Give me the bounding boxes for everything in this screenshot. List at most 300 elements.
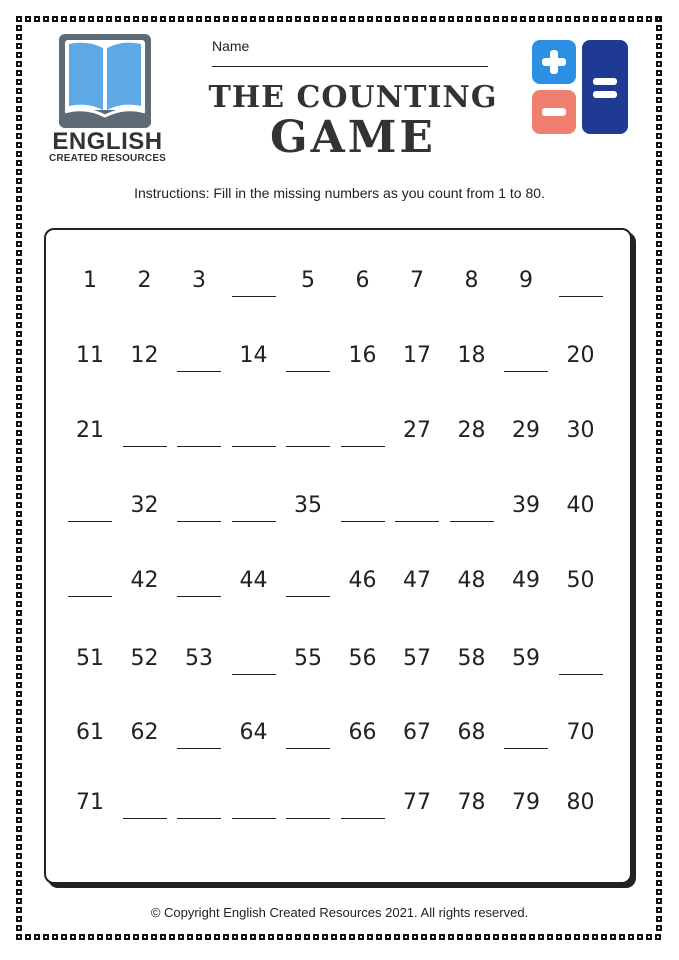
border-square (656, 358, 662, 364)
border-square (178, 934, 184, 940)
border-square (16, 295, 22, 301)
border-square (223, 16, 229, 22)
answer-blank[interactable] (286, 596, 330, 597)
border-square (16, 934, 22, 940)
name-field[interactable] (212, 66, 488, 67)
border-square (16, 151, 22, 157)
border-square (656, 151, 662, 157)
border-square (16, 889, 22, 895)
answer-blank[interactable] (341, 446, 385, 447)
border-square (574, 16, 580, 22)
border-square (16, 628, 22, 634)
border-square (421, 16, 427, 22)
border-square (457, 16, 463, 22)
answer-blank[interactable] (286, 446, 330, 447)
border-square (205, 16, 211, 22)
border-square (196, 16, 202, 22)
border-square (656, 25, 662, 31)
border-square (214, 16, 220, 22)
grid-number: 56 (348, 646, 377, 671)
border-left (16, 16, 22, 934)
border-square (646, 16, 652, 22)
grid-number: 58 (457, 646, 486, 671)
border-square (656, 16, 662, 22)
border-square (656, 844, 662, 850)
border-square (16, 601, 22, 607)
border-square (34, 934, 40, 940)
border-square (16, 439, 22, 445)
border-square (16, 385, 22, 391)
border-square (160, 16, 166, 22)
answer-blank[interactable] (341, 818, 385, 819)
border-square (656, 313, 662, 319)
answer-blank[interactable] (177, 521, 221, 522)
border-square (656, 583, 662, 589)
border-square (241, 934, 247, 940)
copyright-footer: © Copyright English Created Resources 2021. All rights reserved. (150, 905, 529, 920)
instructions: Instructions: Fill in the missing numbers as you count from 1 to 80. (134, 185, 545, 201)
border-square (16, 745, 22, 751)
border-square (70, 934, 76, 940)
border-square (656, 304, 662, 310)
border-square (241, 16, 247, 22)
border-square (16, 304, 22, 310)
border-square (502, 16, 508, 22)
border-square (16, 70, 22, 76)
border-square (367, 16, 373, 22)
border-square (412, 16, 418, 22)
grid-number: 29 (512, 418, 540, 443)
border-square (656, 736, 662, 742)
border-square (656, 484, 662, 490)
border-square (16, 457, 22, 463)
border-square (304, 16, 310, 22)
border-square (250, 934, 256, 940)
grid-number: 71 (76, 790, 104, 815)
grid-number: 62 (130, 720, 159, 745)
border-square (656, 520, 662, 526)
border-square (385, 16, 391, 22)
border-square (628, 16, 634, 22)
border-square (16, 700, 22, 706)
border-square (115, 934, 121, 940)
grid-number: 57 (403, 646, 431, 671)
grid-number: 78 (457, 790, 486, 815)
border-square (214, 934, 220, 940)
border-square (277, 934, 283, 940)
border-square (656, 664, 662, 670)
border-square (16, 34, 22, 40)
grid-number: 77 (403, 790, 431, 815)
border-square (295, 934, 301, 940)
title-line-1: THE COUNTING (208, 80, 498, 115)
border-square (511, 16, 517, 22)
border-square (656, 538, 662, 544)
border-square (178, 16, 184, 22)
border-square (601, 934, 607, 940)
border-square (556, 934, 562, 940)
grid-number: 40 (566, 493, 595, 518)
border-square (656, 898, 662, 904)
answer-blank[interactable] (68, 596, 112, 597)
grid-number: 6 (355, 268, 370, 293)
border-square (656, 781, 662, 787)
grid-number: 50 (566, 568, 595, 593)
border-square (16, 574, 22, 580)
grid-number: 3 (192, 268, 206, 293)
border-square (16, 250, 22, 256)
grid-number: 44 (239, 568, 268, 593)
grid-number: 42 (130, 568, 159, 593)
border-square (205, 934, 211, 940)
border-square (16, 79, 22, 85)
border-square (16, 205, 22, 211)
border-square (232, 934, 238, 940)
border-square (656, 448, 662, 454)
border-square (493, 16, 499, 22)
border-square (656, 232, 662, 238)
answer-blank[interactable] (177, 371, 221, 372)
border-square (331, 16, 337, 22)
logo-word: ENGLISH (52, 128, 163, 155)
border-square (52, 934, 58, 940)
border-square (656, 619, 662, 625)
border-square (656, 772, 662, 778)
border-square (16, 673, 22, 679)
border-square (656, 349, 662, 355)
border-square (16, 835, 22, 841)
border-square (151, 934, 157, 940)
answer-blank[interactable] (232, 296, 276, 297)
border-square (592, 934, 598, 940)
border-square (16, 88, 22, 94)
border-square (520, 934, 526, 940)
grid-number: 52 (130, 646, 159, 671)
border-square (16, 664, 22, 670)
border-square (656, 826, 662, 832)
border-square (656, 160, 662, 166)
border-square (16, 709, 22, 715)
answer-blank[interactable] (504, 748, 548, 749)
border-square (34, 16, 40, 22)
border-square (16, 277, 22, 283)
border-square (655, 934, 661, 940)
answer-blank[interactable] (341, 521, 385, 522)
border-square (16, 799, 22, 805)
border-square (656, 223, 662, 229)
border-square (656, 727, 662, 733)
border-square (16, 376, 22, 382)
border-square (656, 547, 662, 553)
border-square (268, 16, 274, 22)
grid-number: 5 (301, 268, 315, 293)
border-square (656, 709, 662, 715)
border-square (16, 349, 22, 355)
border-square (656, 628, 662, 634)
border-square (520, 16, 526, 22)
grid-number: 39 (512, 493, 540, 518)
answer-blank[interactable] (177, 596, 221, 597)
logo-subtitle: CREATED RESOURCES (48, 153, 167, 164)
border-square (448, 16, 454, 22)
grid-number: 11 (76, 343, 104, 368)
grid-number: 79 (512, 790, 540, 815)
border-square (574, 934, 580, 940)
border-square (70, 16, 76, 22)
grid-number: 17 (403, 343, 431, 368)
border-square (106, 934, 112, 940)
border-square (529, 934, 535, 940)
border-square (16, 844, 22, 850)
border-square (16, 313, 22, 319)
border-square (656, 331, 662, 337)
border-square (502, 934, 508, 940)
border-square (322, 934, 328, 940)
answer-blank[interactable] (123, 446, 167, 447)
border-square (656, 394, 662, 400)
border-square (16, 232, 22, 238)
border-square (394, 934, 400, 940)
answer-blank[interactable] (286, 818, 330, 819)
border-square (656, 808, 662, 814)
grid-number: 14 (239, 343, 268, 368)
border-square (16, 691, 22, 697)
border-square (656, 457, 662, 463)
border-square (16, 781, 22, 787)
border-square (656, 70, 662, 76)
border-square (656, 817, 662, 823)
border-square (52, 16, 58, 22)
grid-number: 9 (519, 268, 533, 293)
border-square (511, 934, 517, 940)
answer-blank[interactable] (177, 748, 221, 749)
border-square (16, 862, 22, 868)
border-square (656, 385, 662, 391)
answer-blank[interactable] (395, 521, 439, 522)
border-square (656, 403, 662, 409)
border-square (16, 214, 22, 220)
border-square (601, 16, 607, 22)
border-square (656, 205, 662, 211)
answer-blank[interactable] (232, 818, 276, 819)
answer-blank[interactable] (177, 818, 221, 819)
border-square (16, 223, 22, 229)
grid-number: 18 (457, 343, 486, 368)
number-grid-panel (44, 228, 632, 884)
border-square (16, 502, 22, 508)
border-square (656, 889, 662, 895)
border-square (16, 592, 22, 598)
grid-number: 61 (76, 720, 104, 745)
border-square (16, 754, 22, 760)
border-square (295, 16, 301, 22)
border-square (16, 448, 22, 454)
border-square (556, 16, 562, 22)
answer-blank[interactable] (177, 446, 221, 447)
border-square (439, 16, 445, 22)
answer-blank[interactable] (559, 296, 603, 297)
border-square (412, 934, 418, 940)
border-square (656, 745, 662, 751)
border-square (16, 520, 22, 526)
border-square (439, 934, 445, 940)
answer-blank[interactable] (232, 674, 276, 675)
border-square (656, 592, 662, 598)
answer-blank[interactable] (286, 371, 330, 372)
border-square (16, 763, 22, 769)
grid-number: 27 (403, 418, 431, 443)
border-square (394, 16, 400, 22)
border-square (466, 16, 472, 22)
border-right (656, 16, 662, 934)
border-square (637, 16, 643, 22)
border-square (628, 934, 634, 940)
answer-blank[interactable] (504, 371, 548, 372)
border-square (277, 16, 283, 22)
answer-blank[interactable] (68, 521, 112, 522)
border-square (313, 16, 319, 22)
border-square (656, 880, 662, 886)
border-square (592, 16, 598, 22)
border-square (169, 934, 175, 940)
border-square (565, 934, 571, 940)
border-square (656, 169, 662, 175)
border-square (656, 466, 662, 472)
border-square (16, 529, 22, 535)
border-square (656, 250, 662, 256)
grid-number: 51 (76, 646, 104, 671)
border-square (656, 340, 662, 346)
border-square (547, 16, 553, 22)
border-bottom (16, 934, 664, 940)
border-square (16, 430, 22, 436)
border-square (79, 934, 85, 940)
border-square (656, 646, 662, 652)
border-square (16, 142, 22, 148)
border-square (16, 547, 22, 553)
border-square (656, 241, 662, 247)
border-top (16, 16, 664, 22)
grid-number: 28 (457, 418, 486, 443)
grid-number: 53 (185, 646, 213, 671)
grid-number: 12 (130, 343, 159, 368)
border-square (169, 16, 175, 22)
name-label: Name (212, 38, 250, 54)
border-square (304, 934, 310, 940)
grid-number: 68 (457, 720, 486, 745)
border-square (656, 178, 662, 184)
border-square (142, 934, 148, 940)
border-square (656, 610, 662, 616)
grid-number: 59 (512, 646, 540, 671)
grid-number: 47 (403, 568, 431, 593)
border-square (25, 934, 31, 940)
border-square (637, 934, 643, 940)
border-square (16, 268, 22, 274)
answer-blank[interactable] (232, 521, 276, 522)
border-square (484, 934, 490, 940)
answer-blank[interactable] (450, 521, 494, 522)
border-square (16, 358, 22, 364)
border-square (656, 430, 662, 436)
calculator-icon (530, 38, 630, 138)
border-square (656, 421, 662, 427)
border-square (403, 934, 409, 940)
border-square (656, 565, 662, 571)
border-square (656, 925, 662, 931)
border-square (151, 16, 157, 22)
border-square (268, 934, 274, 940)
border-square (16, 421, 22, 427)
border-square (656, 286, 662, 292)
grid-number: 46 (348, 568, 377, 593)
border-square (656, 673, 662, 679)
border-square (16, 682, 22, 688)
grid-number: 2 (137, 268, 152, 293)
border-square (656, 637, 662, 643)
border-square (97, 16, 103, 22)
border-square (656, 124, 662, 130)
grid-number: 48 (457, 568, 486, 593)
border-square (16, 556, 22, 562)
border-square (16, 493, 22, 499)
border-square (656, 871, 662, 877)
border-square (358, 16, 364, 22)
border-square (16, 583, 22, 589)
border-square (16, 925, 22, 931)
border-square (656, 376, 662, 382)
grid-number: 55 (294, 646, 322, 671)
border-square (656, 655, 662, 661)
border-square (16, 115, 22, 121)
answer-blank[interactable] (559, 674, 603, 675)
border-square (16, 565, 22, 571)
border-square (656, 529, 662, 535)
border-square (646, 934, 652, 940)
border-square (61, 16, 67, 22)
border-square (16, 511, 22, 517)
border-square (286, 934, 292, 940)
border-square (16, 106, 22, 112)
border-square (656, 277, 662, 283)
border-square (16, 772, 22, 778)
border-square (16, 403, 22, 409)
border-square (259, 934, 265, 940)
border-square (656, 88, 662, 94)
border-square (457, 934, 463, 940)
border-square (97, 934, 103, 940)
answer-blank[interactable] (123, 818, 167, 819)
title-line-2: GAME (270, 112, 436, 163)
border-square (619, 16, 625, 22)
border-square (16, 853, 22, 859)
border-square (16, 484, 22, 490)
border-square (16, 43, 22, 49)
border-square (16, 718, 22, 724)
grid-number: 20 (566, 343, 595, 368)
grid-number: 67 (403, 720, 431, 745)
border-square (358, 934, 364, 940)
answer-blank[interactable] (232, 446, 276, 447)
border-square (656, 511, 662, 517)
border-square (656, 295, 662, 301)
border-square (656, 691, 662, 697)
border-square (583, 934, 589, 940)
border-square (656, 502, 662, 508)
border-square (43, 16, 49, 22)
answer-blank[interactable] (286, 748, 330, 749)
border-square (16, 331, 22, 337)
